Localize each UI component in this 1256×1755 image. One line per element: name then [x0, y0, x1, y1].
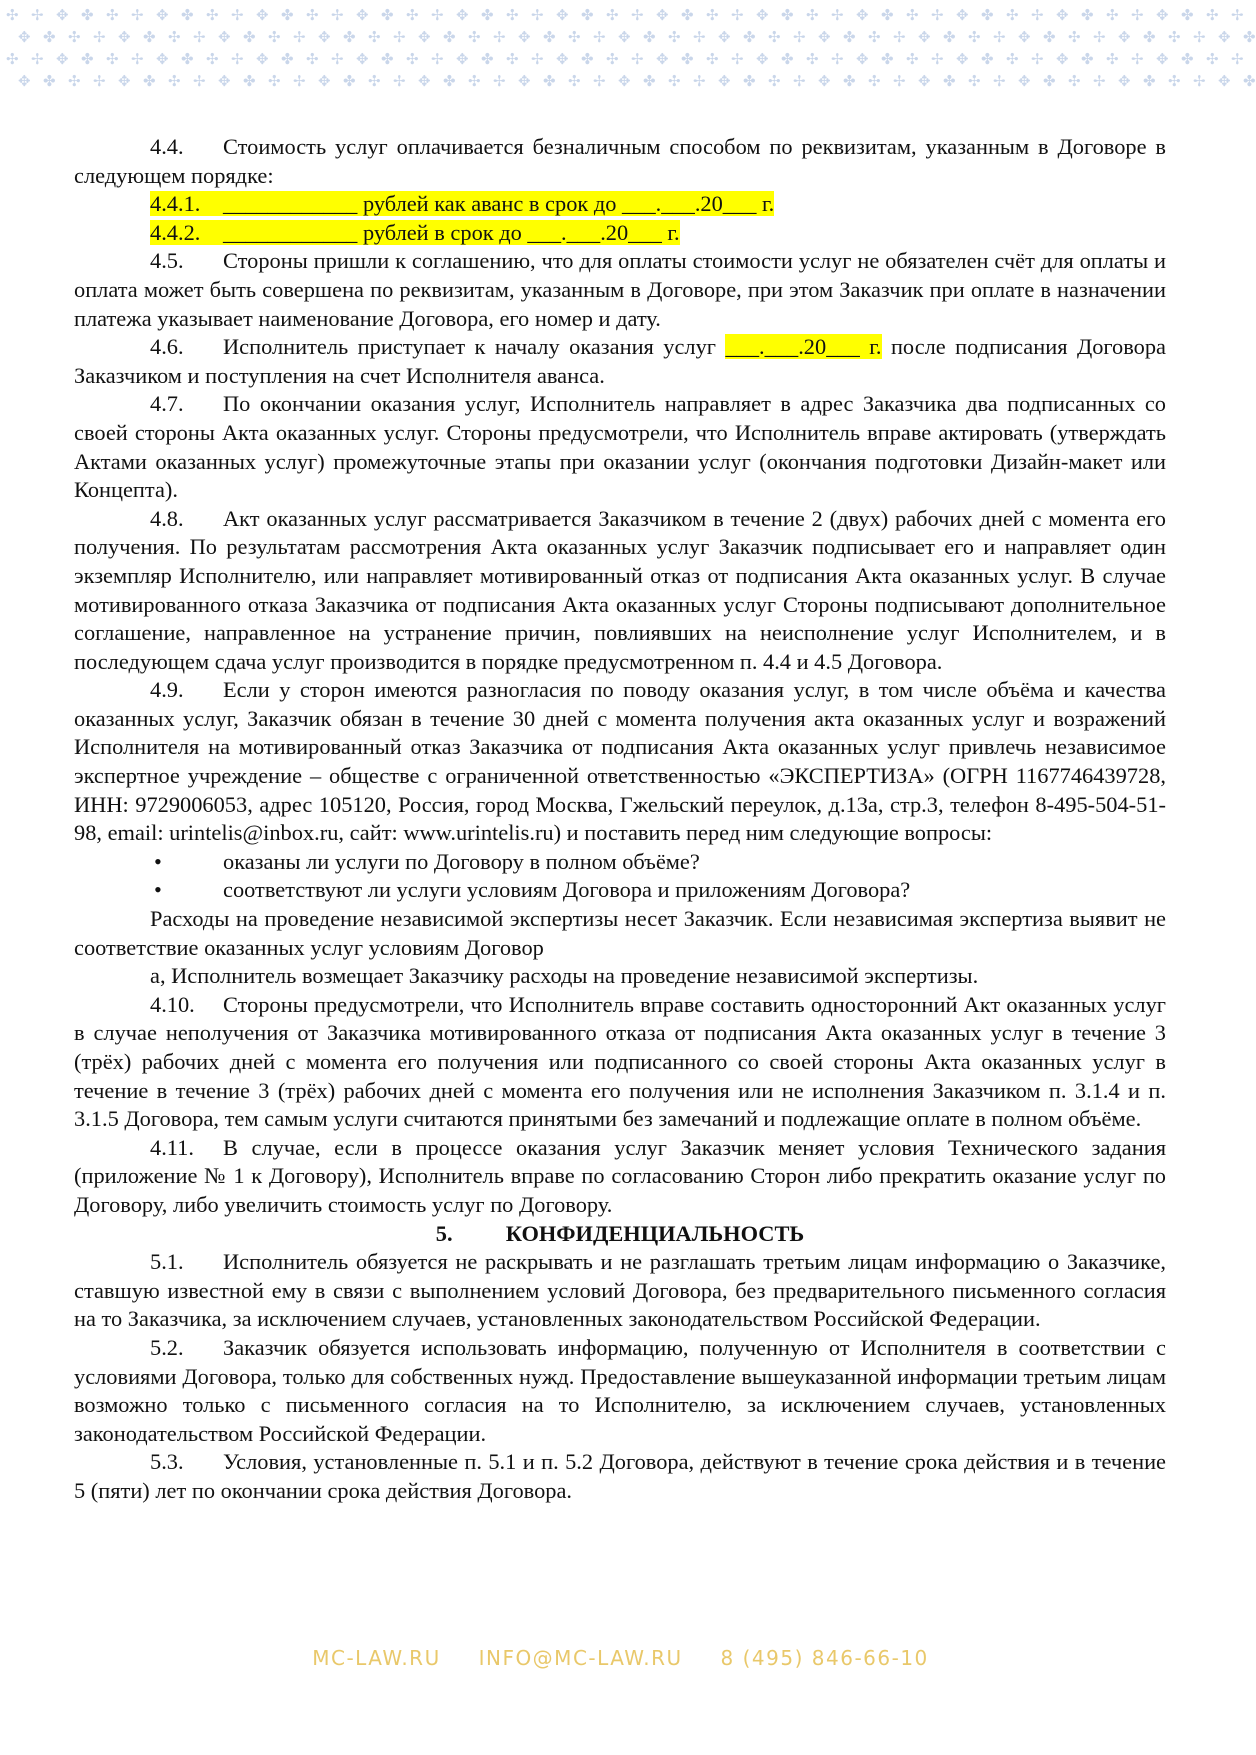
- decorative-pattern-icon: ✤: [381, 50, 394, 68]
- decorative-pattern-icon: ✤: [943, 72, 956, 90]
- decorative-pattern-icon: ✥: [456, 50, 469, 68]
- clause-text: В случае, если в процессе оказания услуг Заказчик меняет условия Технического задания (приложение № 1 к Договору), Исполнитель вправе по согласованию Сторон либо прекратить оказание услуг по Договору, либо увеличить стоимость услуг по Договору.: [74, 1134, 1166, 1217]
- decorative-pattern-icon: ✣: [806, 50, 819, 68]
- decorative-pattern-icon: ✤: [1081, 50, 1094, 68]
- decorative-pattern-icon: ✤: [543, 28, 556, 46]
- decorative-pattern-icon: ✢: [31, 6, 44, 24]
- decorative-pattern-icon: ✢: [1093, 72, 1106, 90]
- clause-number: 5.3.: [150, 1449, 184, 1475]
- decorative-pattern-icon: ✥: [1218, 28, 1231, 46]
- decorative-pattern-icon: ✤: [881, 50, 894, 68]
- decorative-pattern-icon: ✢: [831, 50, 844, 68]
- decorative-pattern-icon: ✥: [418, 28, 431, 46]
- decorative-pattern-icon: ✥: [618, 28, 631, 46]
- decorative-pattern-icon: ✢: [993, 28, 1006, 46]
- decorative-pattern-icon: ✢: [93, 72, 106, 90]
- decorative-pattern-icon: ✤: [1243, 72, 1256, 90]
- decorative-pattern-icon: ✣: [1106, 6, 1119, 24]
- decorative-pattern-icon: ✥: [218, 28, 231, 46]
- decorative-pattern-icon: ✢: [893, 72, 906, 90]
- clause-number: 4.8.: [150, 505, 184, 531]
- footer-email-link[interactable]: INFO@MC-LAW.RU: [478, 1646, 683, 1670]
- decorative-pattern-icon: ✥: [1156, 6, 1169, 24]
- decorative-pattern-icon: ✤: [281, 50, 294, 68]
- decorative-pattern-icon: ✥: [18, 28, 31, 46]
- decorative-pattern-icon: ✣: [268, 72, 281, 90]
- decorative-pattern-icon: ✤: [1243, 28, 1256, 46]
- footer-phone: 8 (495) 846-66-10: [720, 1646, 929, 1670]
- decorative-pattern-icon: ✣: [268, 28, 281, 46]
- bullet-text: соответствуют ли услуги условиям Договора и приложениям Договора?: [223, 877, 911, 903]
- decorative-pattern-icon: ✢: [231, 50, 244, 68]
- decorative-pattern-icon: ✤: [81, 50, 94, 68]
- decorative-pattern-icon: ✤: [881, 6, 894, 24]
- decorative-pattern-icon: ✣: [906, 50, 919, 68]
- decorative-pattern-icon: ✥: [1118, 72, 1131, 90]
- decorative-pattern-icon: ✣: [968, 28, 981, 46]
- clause-4-9: [74, 676, 1166, 848]
- decorative-pattern-icon: ✥: [756, 6, 769, 24]
- clause-4-8: [74, 505, 1166, 677]
- decorative-pattern-icon: ✤: [543, 72, 556, 90]
- decorative-pattern-icon: ✥: [56, 50, 69, 68]
- clause-number: 5.1.: [150, 1249, 184, 1275]
- decorative-pattern-icon: ✣: [668, 28, 681, 46]
- decorative-pattern-icon: ✥: [818, 28, 831, 46]
- clause-number: 4.4.2.: [150, 219, 201, 245]
- decorative-pattern-icon: ✤: [43, 28, 56, 46]
- decorative-pattern-icon: ✢: [1231, 50, 1244, 68]
- decorative-pattern-icon: ✥: [518, 28, 531, 46]
- decorative-pattern-icon: ✣: [506, 6, 519, 24]
- decorative-pattern-icon: ✣: [306, 6, 319, 24]
- footer-site-link[interactable]: MC-LAW.RU: [312, 1646, 441, 1670]
- decorative-pattern-icon: ✤: [143, 72, 156, 90]
- clause-4-5: [74, 247, 1166, 333]
- decorative-pattern-icon: ✣: [468, 72, 481, 90]
- clause-4-4: [74, 133, 1166, 190]
- clause-text: ____________ рублей в срок до ___.___.20___ г.: [223, 219, 680, 245]
- decorative-pattern-icon: ✥: [1156, 50, 1169, 68]
- decorative-pattern-icon: ✥: [956, 50, 969, 68]
- decorative-pattern-icon: ✤: [581, 50, 594, 68]
- clause-5-3: [74, 1448, 1166, 1505]
- clause-number: 4.4.1.: [150, 191, 201, 217]
- decorative-pattern-icon: ✢: [793, 28, 806, 46]
- decorative-pattern-icon: ✢: [931, 6, 944, 24]
- clause-text: Исполнитель приступает к началу оказания услуг: [223, 334, 716, 360]
- clause-text: Заказчик обязуется использовать информацию, полученную от Исполнителя в соответствии с условиями Договора, только для собственных нужд. Предоставление вышеуказанной информации третьим лицам возможно только с письменного согласия на то Исполнителю, за исключением случаев, установленных законодательством Российской Федерации.: [74, 1334, 1166, 1446]
- decorative-pattern-icon: ✥: [718, 28, 731, 46]
- decorative-pattern-icon: ✥: [656, 50, 669, 68]
- clause-number: 4.11.: [150, 1134, 194, 1160]
- clause-text: ____________ рублей как аванс в срок до ___.___.20___ г.: [223, 191, 775, 217]
- decorative-pattern-icon: ✥: [856, 6, 869, 24]
- decorative-pattern-icon: ✣: [868, 28, 881, 46]
- decorative-pattern-icon: ✥: [56, 6, 69, 24]
- decorative-pattern-icon: ✥: [356, 50, 369, 68]
- decorative-pattern-icon: ✢: [893, 28, 906, 46]
- clause-text: Стороны предусмотрели, что Исполнитель вправе составить односторонний Акт оказанных услуг в случае неполучения от Заказчика мотивированного отказа от подписания Акта оказанных услуг в течение 3 (трёх) рабочих дней с момента его получения или подписанного со своей стороны Акта оказанных услуг в течение в течение 3 (трёх) рабочих дней с момента его получения или не исполнения Заказчиком п. 3.1.4 и п. 3.1.5 Договора, тем самым услуги считаются принятыми без замечаний и подлежащие оплате в полном объёме.: [74, 991, 1166, 1132]
- decorative-pattern-icon: ✤: [743, 72, 756, 90]
- decorative-pattern-icon: ✢: [393, 28, 406, 46]
- decorative-pattern-icon: ✥: [818, 72, 831, 90]
- clause-number: 4.7.: [150, 391, 184, 417]
- clause-text: Исполнитель обязуется не раскрывать и не разглашать третьим лицам информацию о Заказчике, ставшую известной ему в связи с выполнением условий Договора, без предварительного письменного согласия на то Заказчика, за исключением случаев, установленных законодательством Российской Федерации.: [74, 1249, 1166, 1332]
- decorative-pattern-icon: ✤: [981, 50, 994, 68]
- decorative-pattern-icon: ✤: [843, 72, 856, 90]
- decorative-pattern-icon: ✣: [6, 50, 19, 68]
- decorative-pattern-icon: ✢: [593, 28, 606, 46]
- decorative-pattern-icon: ✤: [381, 6, 394, 24]
- bullet-item: [74, 876, 1166, 905]
- decorative-pattern-icon: ✤: [481, 6, 494, 24]
- decorative-pattern-icon: ✤: [81, 6, 94, 24]
- decorative-pattern-icon: ✤: [343, 28, 356, 46]
- decorative-pattern-icon: ✥: [356, 6, 369, 24]
- decorative-pattern-icon: ✥: [156, 6, 169, 24]
- clause-4-4-2: [74, 219, 1166, 248]
- decorative-pattern-icon: ✢: [193, 72, 206, 90]
- decorative-pattern-icon: ✢: [93, 28, 106, 46]
- decorative-pattern-icon: ✢: [731, 6, 744, 24]
- decorative-pattern-icon: ✢: [293, 28, 306, 46]
- decorative-pattern-icon: ✥: [918, 72, 931, 90]
- decorative-pattern-icon: ✥: [118, 72, 131, 90]
- decorative-pattern-icon: ✤: [781, 50, 794, 68]
- clause-number: 4.6.: [150, 334, 184, 360]
- decorative-pattern-icon: ✢: [993, 72, 1006, 90]
- decorative-pattern-icon: ✣: [506, 50, 519, 68]
- decorative-pattern-icon: ✥: [918, 28, 931, 46]
- decorative-pattern-icon: ✥: [618, 72, 631, 90]
- decorative-pattern-icon: ✣: [806, 6, 819, 24]
- decorative-pattern-icon: ✣: [306, 50, 319, 68]
- decorative-pattern-icon: ✤: [781, 6, 794, 24]
- decorative-pattern-icon: ✤: [281, 6, 294, 24]
- decorative-pattern-icon: ✢: [331, 6, 344, 24]
- bullet-text: оказаны ли услуги по Договору в полном объёме?: [223, 848, 700, 874]
- decorative-pattern-icon: ✤: [643, 28, 656, 46]
- decorative-pattern-icon: ✢: [531, 6, 544, 24]
- decorative-pattern-icon: ✥: [256, 6, 269, 24]
- decorative-pattern-icon: ✢: [1131, 50, 1144, 68]
- decorative-pattern-icon: ✤: [681, 6, 694, 24]
- decorative-pattern-icon: ✣: [106, 6, 119, 24]
- decorative-pattern-icon: ✥: [556, 50, 569, 68]
- clause-4-6: [74, 333, 1166, 390]
- clause-text: Условия, установленные п. 5.1 и п. 5.2 Договора, действуют в течение срока действия и в течение 5 (пяти) лет по окончании срока действия Договора.: [74, 1449, 1166, 1503]
- decorative-pattern-icon: ✣: [1068, 28, 1081, 46]
- decorative-pattern-icon: ✢: [1031, 6, 1044, 24]
- decorative-pattern-icon: ✣: [606, 6, 619, 24]
- decorative-pattern-icon: ✣: [668, 72, 681, 90]
- decorative-pattern-icon: ✤: [343, 72, 356, 90]
- decorative-pattern-icon: ✢: [531, 50, 544, 68]
- decorative-pattern-icon: ✢: [431, 6, 444, 24]
- decorative-pattern-icon: ✥: [218, 72, 231, 90]
- decorative-pattern-icon: ✥: [156, 50, 169, 68]
- decorative-pattern-icon: ✤: [1143, 72, 1156, 90]
- decorative-pattern-icon: ✤: [1043, 72, 1056, 90]
- decorative-pattern-icon: ✤: [443, 28, 456, 46]
- clause-number: 4.5.: [150, 248, 184, 274]
- costs-paragraph: Расходы на проведение независимой экспертизы несет Заказчик. Если независимая экспертиза выявит не соответствие оказанных услуг условиям Договор: [74, 906, 1166, 960]
- decorative-pattern-icon: ✣: [1206, 50, 1219, 68]
- decorative-pattern-icon: ✢: [131, 6, 144, 24]
- decorative-pattern-icon: ✢: [293, 72, 306, 90]
- decorative-pattern-icon: ✢: [1093, 28, 1106, 46]
- decorative-pattern-icon: ✣: [68, 72, 81, 90]
- bullet-icon: •: [154, 848, 162, 874]
- decorative-pattern-icon: ✣: [906, 6, 919, 24]
- decorative-pattern-icon: ✥: [418, 72, 431, 90]
- decorative-pattern-icon: ✢: [793, 72, 806, 90]
- decorative-pattern-icon: ✢: [631, 6, 644, 24]
- decorative-pattern-icon: ✣: [206, 50, 219, 68]
- decorative-pattern-icon: ✤: [481, 50, 494, 68]
- decorative-pattern-icon: ✣: [406, 6, 419, 24]
- decorative-pattern-icon: ✢: [431, 50, 444, 68]
- decorative-pattern-icon: ✥: [118, 28, 131, 46]
- decorative-pattern-icon: ✤: [1143, 28, 1156, 46]
- clause-4-11: [74, 1134, 1166, 1220]
- clause-number: 5.2.: [150, 1334, 184, 1360]
- decorative-pattern-icon: ✢: [231, 6, 244, 24]
- decorative-pattern-icon: ✢: [131, 50, 144, 68]
- clause-text: По окончании оказания услуг, Исполнитель направляет в адрес Заказчика два подписанных со своей стороны Акта оказанных услуг. Стороны предусмотрели, что Исполнитель вправе актировать (утверждать Актами оказанных услуг) промежуточные этапы при оказании услуг (окончания подготовки Дизайн-макет или Концепта).: [74, 391, 1166, 503]
- decorative-pattern-icon: ✢: [593, 72, 606, 90]
- bullet-item: [74, 848, 1166, 877]
- clause-text: Стороны пришли к соглашению, что для оплаты стоимости услуг не обязателен счёт для оплаты и оплата может быть совершена по реквизитам, указанным в Договоре, при этом Заказчик при оплате в назначении платежа указывает наименование Договора, его номер и дату.: [74, 248, 1166, 331]
- decorative-pattern-icon: ✥: [318, 72, 331, 90]
- decorative-pattern-icon: ✣: [1068, 72, 1081, 90]
- decorative-pattern-icon: ✢: [193, 28, 206, 46]
- decorative-pattern-icon: ✣: [1168, 72, 1181, 90]
- decorative-pattern-icon: ✢: [1131, 6, 1144, 24]
- decorative-pattern-icon: ✢: [1193, 72, 1206, 90]
- decorative-pattern-icon: ✥: [756, 50, 769, 68]
- clause-text: Акт оказанных услуг рассматривается Заказчиком в течение 2 (двух) рабочих дней с момента его получения. По результатам рассмотрения Акта оказанных услуг Заказчик подписывает его и направляет один экземпляр Исполнителю, или направляет мотивированный отказ от подписания Акта оказанных услуг. В случае мотивированного отказа Заказчика от подписания Акта оказанных услуг Стороны подписывают дополнительное соглашение, направленное на устранение причин, повлиявших на неисполнение услуг Исполнителем, и в последующем сдача услуг производится в порядке предусмотренном п. 4.4 и 4.5 Договора.: [74, 505, 1166, 674]
- section-heading: [74, 1220, 1166, 1249]
- decorative-pattern-icon: ✥: [1218, 72, 1231, 90]
- decorative-pattern-icon: ✤: [1081, 6, 1094, 24]
- header-decorative-pattern: [0, 0, 1256, 105]
- decorative-pattern-icon: ✢: [1231, 6, 1244, 24]
- decorative-pattern-icon: ✣: [1168, 28, 1181, 46]
- clause-5-1: [74, 1248, 1166, 1334]
- decorative-pattern-icon: ✣: [606, 50, 619, 68]
- decorative-pattern-icon: ✥: [556, 6, 569, 24]
- decorative-pattern-icon: ✣: [6, 6, 19, 24]
- clause-text: после подписания Договора Заказчиком и поступления на счет Исполнителя аванса.: [74, 334, 1166, 388]
- decorative-pattern-icon: ✥: [18, 72, 31, 90]
- decorative-pattern-icon: ✤: [181, 50, 194, 68]
- decorative-pattern-icon: ✣: [868, 72, 881, 90]
- decorative-pattern-icon: ✣: [68, 28, 81, 46]
- decorative-pattern-icon: ✤: [43, 72, 56, 90]
- clause-number: 4.9.: [150, 677, 184, 703]
- decorative-pattern-icon: ✢: [831, 6, 844, 24]
- decorative-pattern-icon: ✣: [406, 50, 419, 68]
- decorative-pattern-icon: ✣: [706, 6, 719, 24]
- decorative-pattern-icon: ✢: [631, 50, 644, 68]
- clause-4-7: [74, 390, 1166, 504]
- decorative-pattern-icon: ✤: [1181, 50, 1194, 68]
- decorative-pattern-icon: ✢: [693, 28, 706, 46]
- decorative-pattern-icon: ✤: [681, 50, 694, 68]
- decorative-pattern-icon: ✥: [318, 28, 331, 46]
- decorative-pattern-icon: ✢: [393, 72, 406, 90]
- document-body: [74, 133, 1166, 1506]
- date-placeholder: ___.___.20___ г.: [725, 334, 882, 360]
- clause-number: 4.4.: [150, 134, 184, 159]
- decorative-pattern-icon: ✥: [518, 72, 531, 90]
- decorative-pattern-icon: ✣: [706, 50, 719, 68]
- decorative-pattern-icon: ✥: [1018, 72, 1031, 90]
- decorative-pattern-icon: ✣: [1006, 50, 1019, 68]
- decorative-pattern-icon: ✣: [568, 28, 581, 46]
- decorative-pattern-icon: ✣: [1206, 6, 1219, 24]
- decorative-pattern-icon: ✢: [493, 72, 506, 90]
- clause-4-4-1: [74, 190, 1166, 219]
- section-number: 5.: [435, 1220, 453, 1246]
- decorative-pattern-icon: ✣: [768, 72, 781, 90]
- decorative-pattern-icon: ✤: [181, 6, 194, 24]
- decorative-pattern-icon: ✢: [31, 50, 44, 68]
- decorative-pattern-icon: ✢: [331, 50, 344, 68]
- decorative-pattern-icon: ✢: [731, 50, 744, 68]
- decorative-pattern-icon: ✤: [943, 28, 956, 46]
- decorative-pattern-icon: ✢: [1031, 50, 1044, 68]
- decorative-pattern-icon: ✣: [1106, 50, 1119, 68]
- clause-number: 4.10.: [150, 991, 195, 1017]
- decorative-pattern-icon: ✥: [1056, 6, 1069, 24]
- decorative-pattern-icon: ✥: [1118, 28, 1131, 46]
- decorative-pattern-icon: ✣: [1006, 6, 1019, 24]
- decorative-pattern-icon: ✣: [768, 28, 781, 46]
- footer-contacts: [0, 1646, 1241, 1670]
- decorative-pattern-icon: ✣: [206, 6, 219, 24]
- decorative-pattern-icon: ✥: [656, 6, 669, 24]
- decorative-pattern-icon: ✤: [1043, 28, 1056, 46]
- decorative-pattern-icon: ✢: [493, 28, 506, 46]
- decorative-pattern-icon: ✤: [243, 28, 256, 46]
- decorative-pattern-icon: ✤: [581, 6, 594, 24]
- decorative-pattern-icon: ✥: [856, 50, 869, 68]
- decorative-pattern-icon: ✣: [368, 28, 381, 46]
- decorative-pattern-icon: ✥: [256, 50, 269, 68]
- bullet-icon: •: [154, 877, 162, 903]
- decorative-pattern-icon: ✤: [743, 28, 756, 46]
- decorative-pattern-icon: ✤: [981, 6, 994, 24]
- decorative-pattern-icon: ✢: [693, 72, 706, 90]
- decorative-pattern-icon: ✤: [643, 72, 656, 90]
- decorative-pattern-icon: ✢: [931, 50, 944, 68]
- decorative-pattern-icon: ✤: [1181, 6, 1194, 24]
- decorative-pattern-icon: ✣: [568, 72, 581, 90]
- decorative-pattern-icon: ✣: [968, 72, 981, 90]
- decorative-pattern-icon: ✤: [243, 72, 256, 90]
- decorative-pattern-icon: ✥: [718, 72, 731, 90]
- costs-paragraph-continuation: а, Исполнитель возмещает Заказчику расходы на проведение независимой экспертизы.: [150, 963, 979, 989]
- decorative-pattern-icon: ✣: [168, 72, 181, 90]
- decorative-pattern-icon: ✤: [143, 28, 156, 46]
- decorative-pattern-icon: ✣: [106, 50, 119, 68]
- decorative-pattern-icon: ✥: [956, 6, 969, 24]
- decorative-pattern-icon: ✥: [1018, 28, 1031, 46]
- decorative-pattern-icon: ✤: [843, 28, 856, 46]
- decorative-pattern-icon: ✣: [368, 72, 381, 90]
- decorative-pattern-icon: ✢: [1193, 28, 1206, 46]
- decorative-pattern-icon: ✥: [1056, 50, 1069, 68]
- clause-4-10: [74, 991, 1166, 1134]
- clause-5-2: [74, 1334, 1166, 1448]
- section-title: КОНФИДЕНЦИАЛЬНОСТЬ: [505, 1220, 805, 1246]
- clause-text: Стоимость услуг оплачивается безналичным способом по реквизитам, указанным в Договоре в следующем порядке:: [74, 134, 1166, 188]
- decorative-pattern-icon: ✣: [168, 28, 181, 46]
- decorative-pattern-icon: ✣: [468, 28, 481, 46]
- decorative-pattern-icon: ✥: [456, 6, 469, 24]
- clause-text: Если у сторон имеются разногласия по поводу оказания услуг, в том числе объёма и качества оказанных услуг, Заказчик обязан в течение 30 дней с момента получения акта оказанных услуг и возражений Исполнителя на мотивированный отказ Заказчика от подписания Акта оказанных услуг привлечь независимое экспертное учреждение – обществе с ограниченной ответственностью «ЭКСПЕРТИЗА» (ОГРН 1167746439728, ИНН: 9729006053, адрес 105120, Россия, город Москва, Гжельский переулок, д.13а, стр.3, телефон 8-495-504-51-98, email: urintelis@inbox.ru, сайт: www.urintelis.ru) и поставить перед ним следующие вопросы:: [74, 677, 1166, 846]
- decorative-pattern-icon: ✤: [443, 72, 456, 90]
